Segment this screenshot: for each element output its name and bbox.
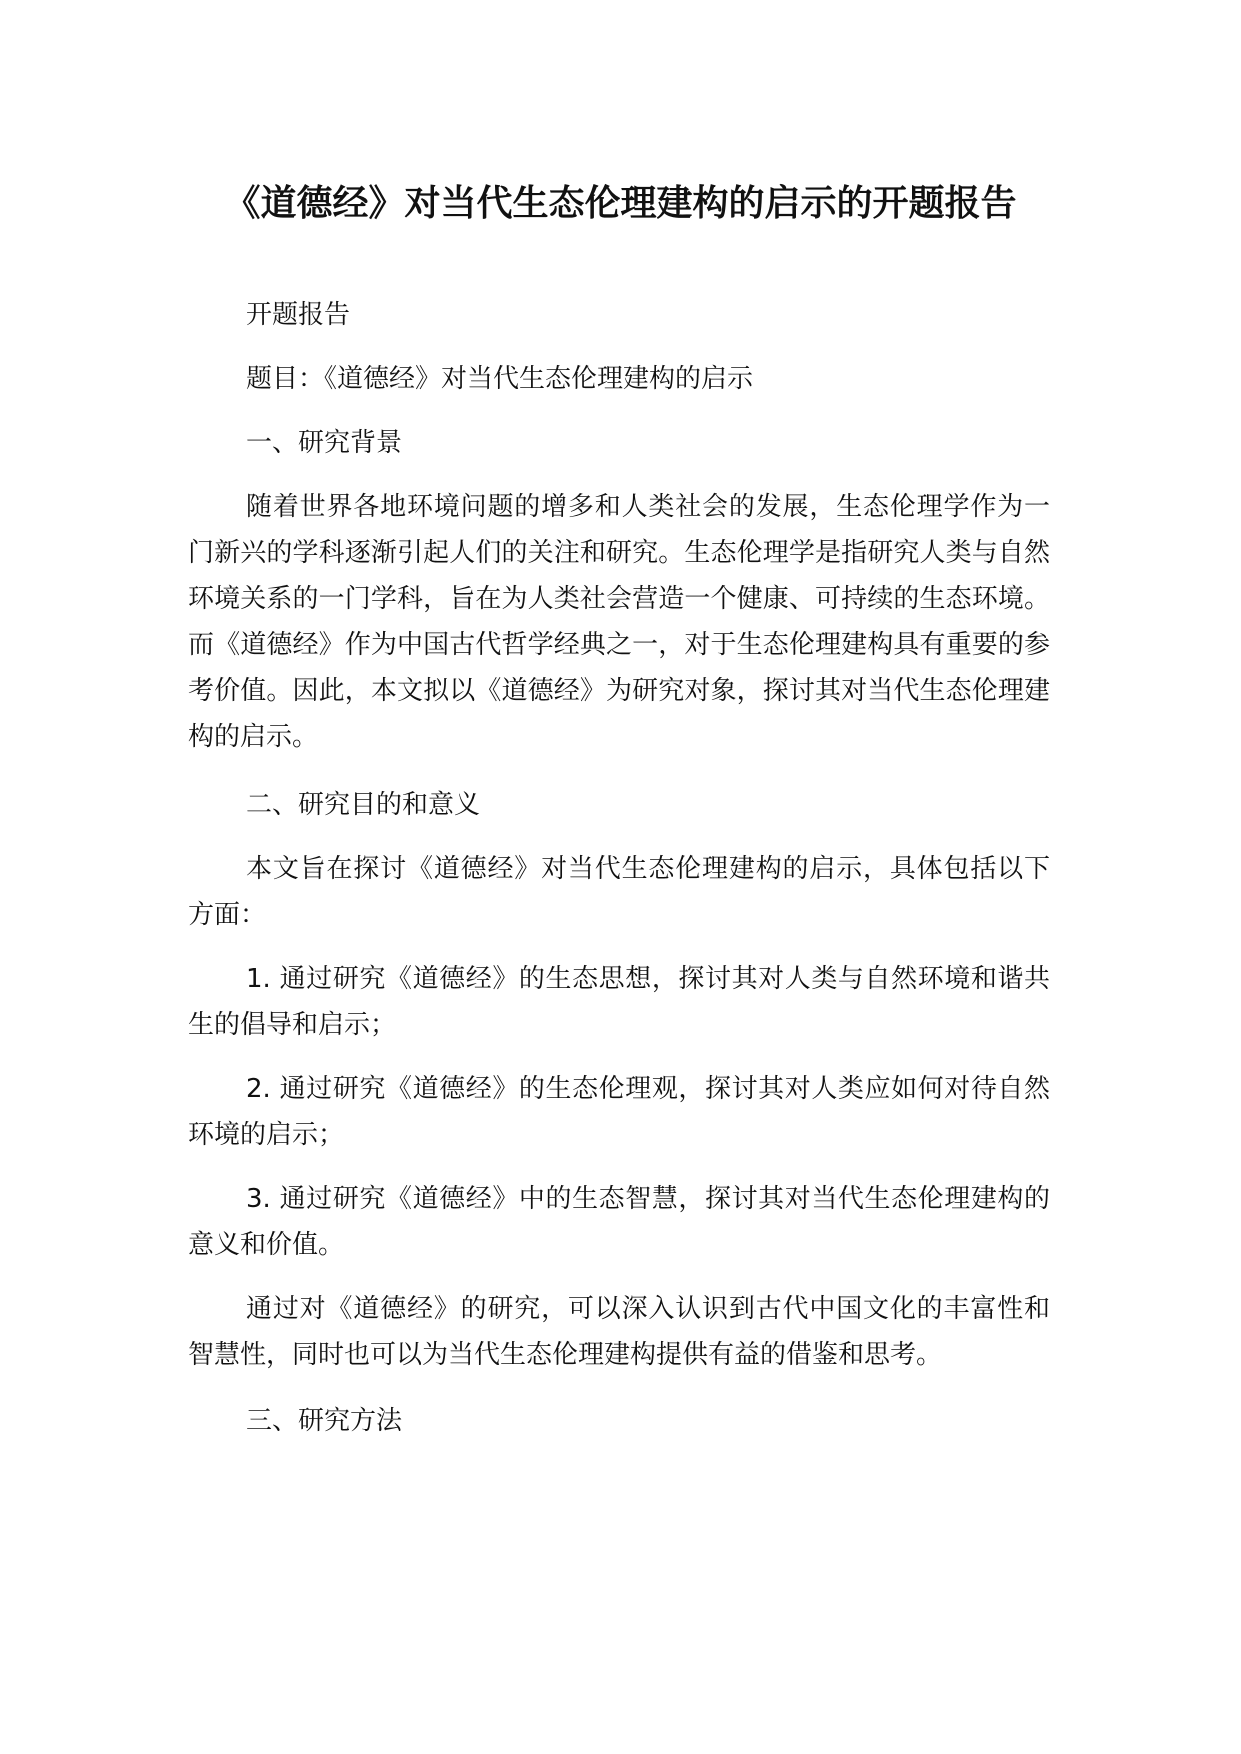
purpose-intro-paragraph: 本文旨在探讨《道德经》对当代生态伦理建构的启示，具体包括以下方面： bbox=[188, 854, 1050, 930]
section-heading-purpose: 二、研究目的和意义 bbox=[246, 790, 481, 820]
document-title: 《道德经》对当代生态伦理建构的启示的开题报告 bbox=[224, 183, 1017, 224]
section-heading-method: 三、研究方法 bbox=[246, 1406, 403, 1436]
purpose-conclusion-paragraph: 通过对《道德经》的研究，可以深入认识到古代中国文化的丰富性和智慧性，同时也可以为当代生态伦理建构提供有益的借鉴和思考。 bbox=[188, 1294, 1050, 1370]
purpose-item-2: 2. 通过研究《道德经》的生态伦理观，探讨其对人类应如何对待自然环境的启示； bbox=[188, 1074, 1050, 1150]
section-heading-background: 一、研究背景 bbox=[246, 428, 403, 458]
purpose-item-1: 1. 通过研究《道德经》的生态思想，探讨其对人类与自然环境和谐共生的倡导和启示； bbox=[188, 964, 1050, 1040]
topic-line: 题目：《道德经》对当代生态伦理建构的启示 bbox=[246, 364, 754, 394]
purpose-item-3: 3. 通过研究《道德经》中的生态智慧，探讨其对当代生态伦理建构的意义和价值。 bbox=[188, 1184, 1050, 1260]
report-label: 开题报告 bbox=[246, 300, 351, 330]
background-paragraph: 随着世界各地环境问题的增多和人类社会的发展，生态伦理学作为一门新兴的学科逐渐引起人们的关注和研究。生态伦理学是指研究人类与自然环境关系的一门学科，旨在为人类社会营造一个健康、可持续的生态环境。而《道德经》作为中国古代哲学经典之一，对于生态伦理建构具有重要的参考价值。因此，本文拟以《道德经》为研究对象，探讨其对当代生态伦理建构的启示。 bbox=[188, 492, 1050, 752]
